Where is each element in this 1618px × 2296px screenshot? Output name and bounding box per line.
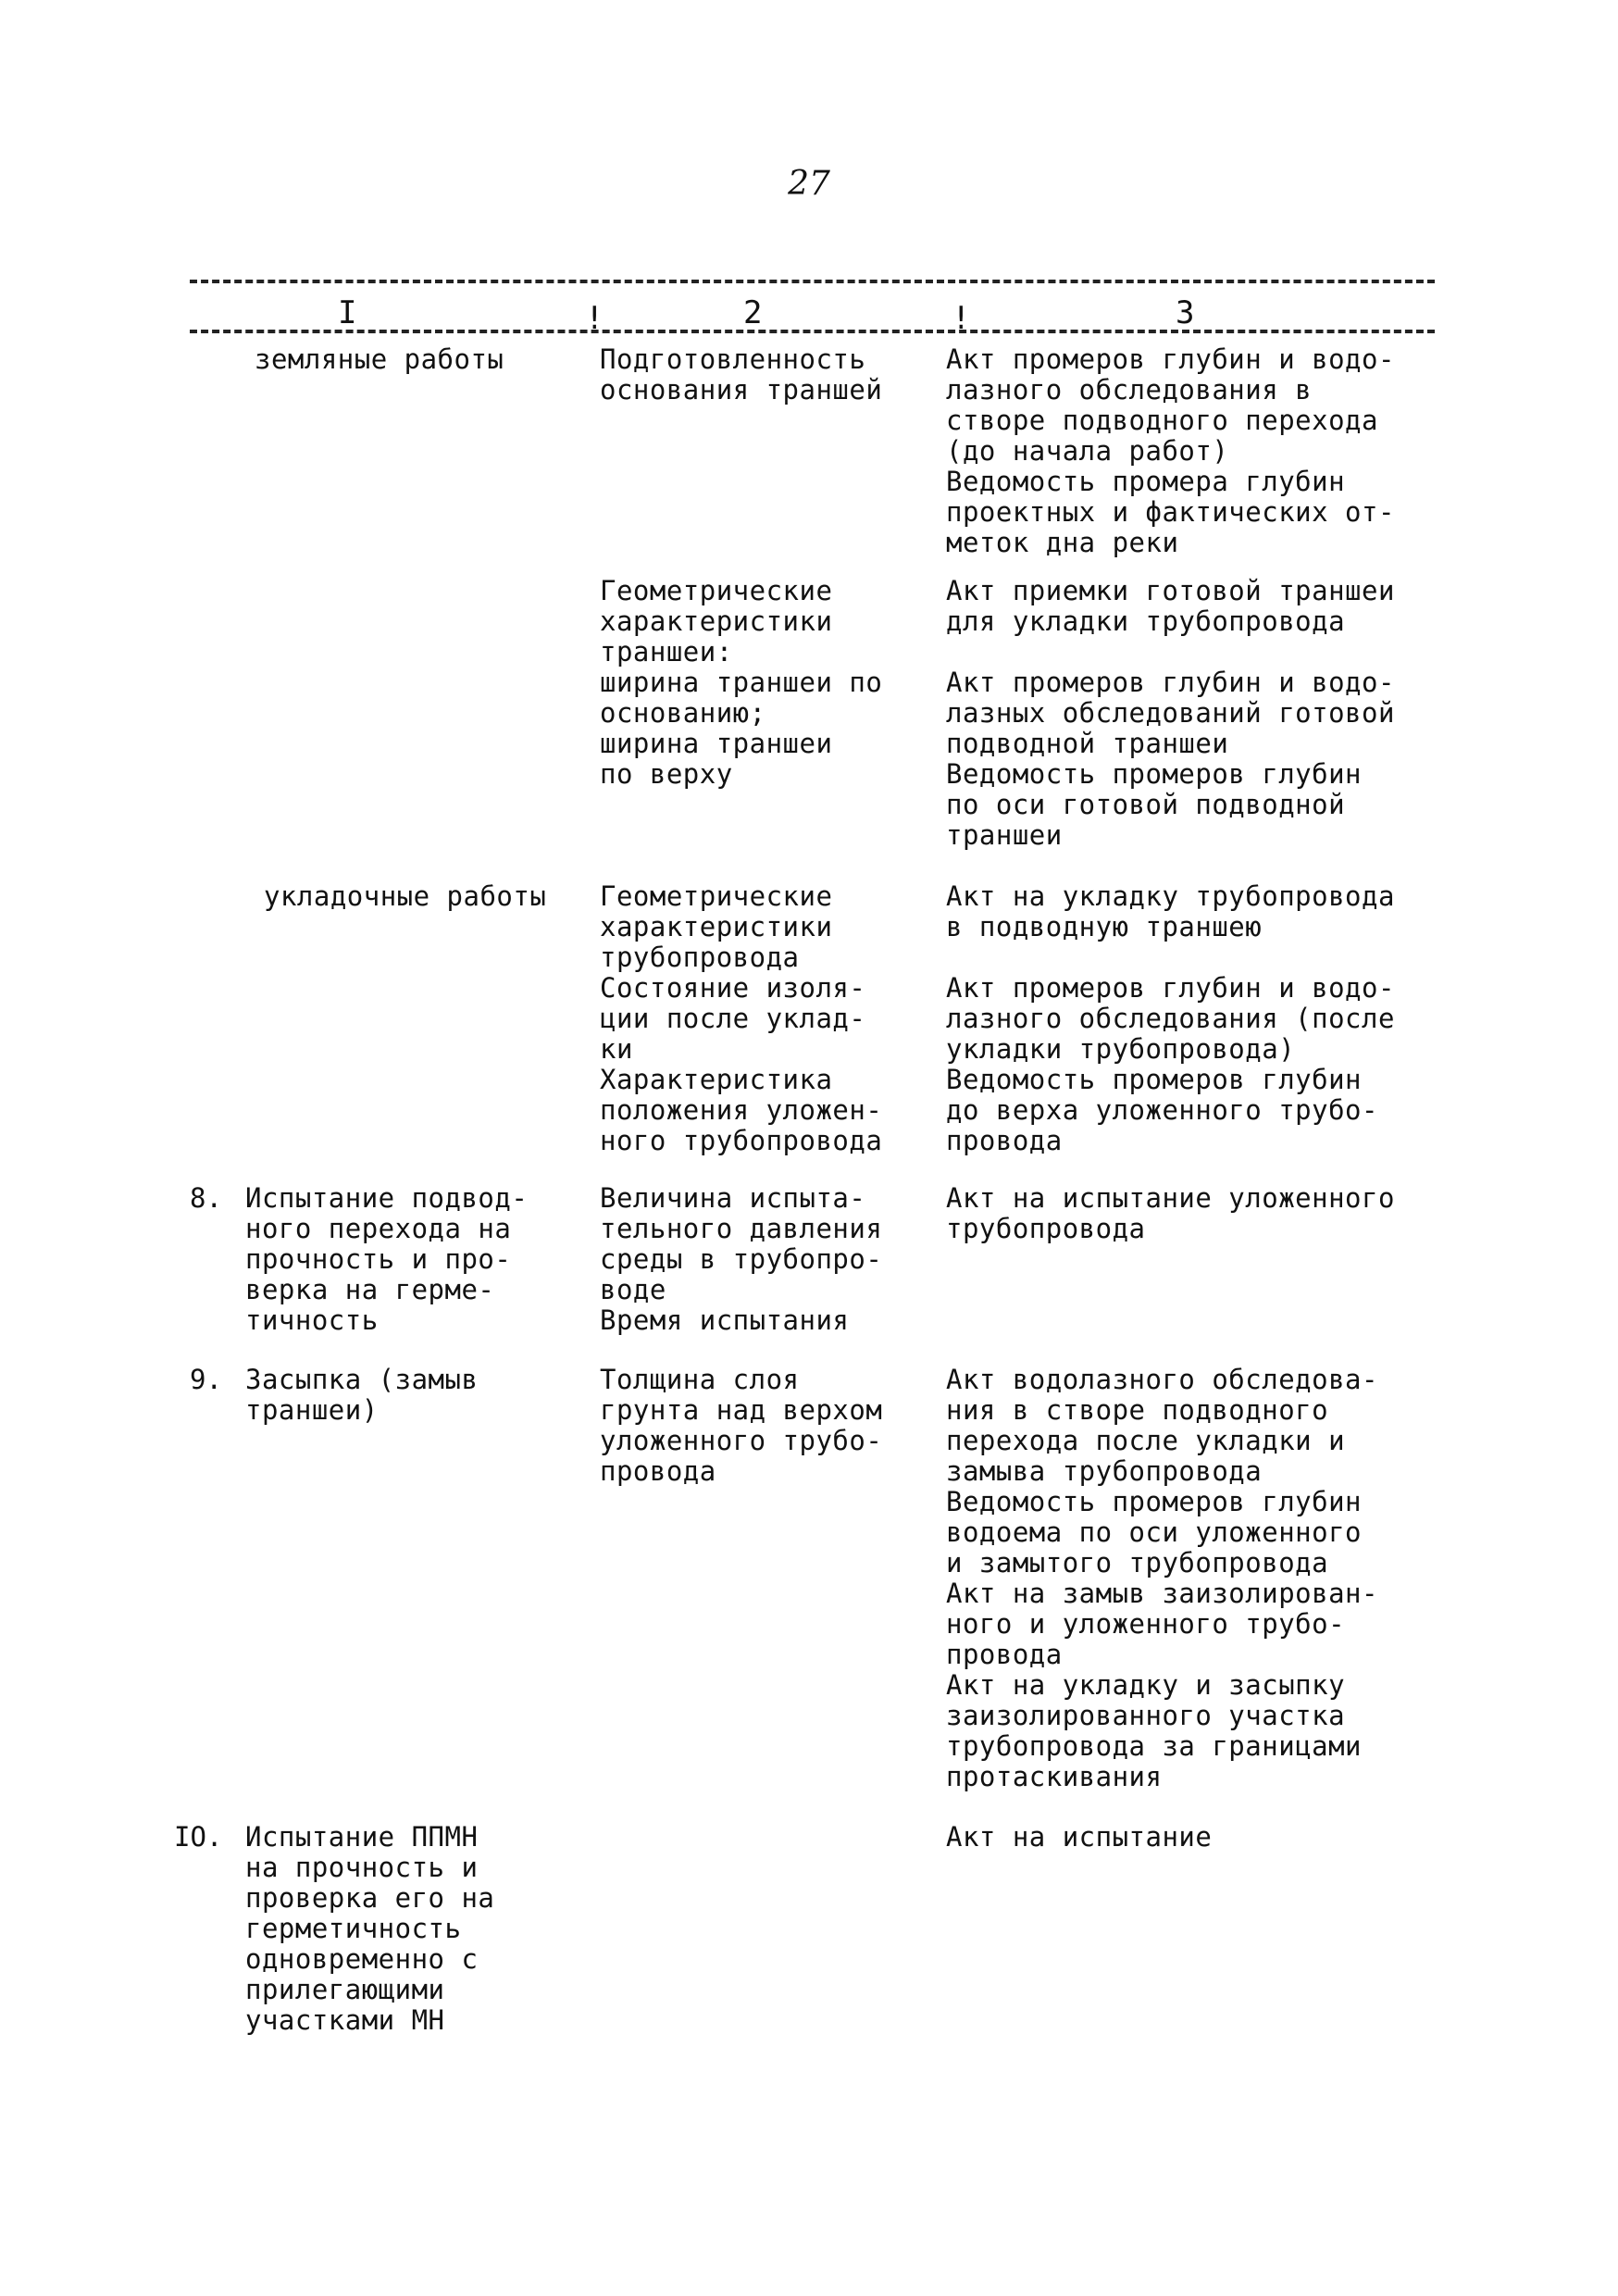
table-header-top-rule bbox=[190, 280, 1435, 283]
row-8-col3: Акт на испытание уложенного трубопровода bbox=[946, 1182, 1395, 1244]
page-number: 27 bbox=[788, 165, 830, 203]
row-8-col1: Испытание подвод- ного перехода на прочность и про- верка на герме- тичность bbox=[245, 1182, 529, 1336]
row-earthworks-group2-col3: Акт приемки готовой траншеи для укладки трубопровода Акт промеров глубин и водо- лазных обследований готовой подводной траншеи Ведомость промеров глубин по оси готовой подводной траншеи bbox=[946, 575, 1395, 851]
row-9-col3: Акт водолазного обследова- ния в створе подводного перехода после укладки и замыва трубопровода Ведомость промеров глубин водоема по оси уложенного и замытого трубопровода Акт на замыв заизолирован- ного и уложенного трубо- провода Акт на укладку и засыпку заизолированного участка трубопровода за границами протаскивания bbox=[946, 1364, 1378, 1792]
header-sep-1: ! bbox=[585, 300, 604, 337]
row-earthworks-group1-col3: Акт промеров глубин и водо- лазного обследования в створе подводного перехода (до начала работ) Ведомость промера глубин проектных и фактических от- меток дна реки bbox=[946, 343, 1395, 558]
row-8-number: 8. bbox=[190, 1182, 222, 1214]
row-10-number: IO. bbox=[174, 1821, 223, 1853]
row-laying-col3: Акт на укладку трубопровода в подводную траншею Акт промеров глубин и водо- лазного обследования (после укладки трубопровода) Ведомость промеров глубин до верха уложенного трубо- провода bbox=[946, 880, 1395, 1156]
header-col1: I bbox=[338, 294, 357, 331]
row-8-col2: Величина испыта- тельного давления среды в трубопро- воде Время испытания bbox=[600, 1182, 883, 1336]
row-9-number: 9. bbox=[190, 1364, 222, 1395]
row-laying-col1: укладочные работы bbox=[264, 880, 547, 912]
table-header-bottom-rule bbox=[190, 330, 1435, 333]
row-earthworks-group1-col2: Подготовленность основания траншей bbox=[600, 343, 883, 406]
row-10-col3: Акт на испытание bbox=[946, 1821, 1213, 1853]
row-10-col1: Испытание ППМН на прочность и проверка его на герметичность одновременно с прилегающими участками МН bbox=[245, 1821, 495, 2036]
row-9-col2: Толщина слоя грунта над верхом уложенного трубо- провода bbox=[600, 1364, 883, 1487]
header-col3: 3 bbox=[1176, 294, 1195, 331]
row-earthworks-group2-col2: Геометрические характеристики траншеи: ширина траншеи по основанию; ширина траншеи по верху bbox=[600, 575, 883, 790]
row-earthworks-col1: земляные работы bbox=[255, 343, 504, 375]
row-9-col1: Засыпка (замыв траншеи) bbox=[245, 1364, 479, 1426]
header-col2: 2 bbox=[743, 294, 763, 331]
header-sep-2: ! bbox=[952, 300, 971, 337]
row-laying-col2: Геометрические характеристики трубопровода Состояние изоля- ции после уклад- ки Характеристика положения уложен- ного трубопровода bbox=[600, 880, 883, 1156]
